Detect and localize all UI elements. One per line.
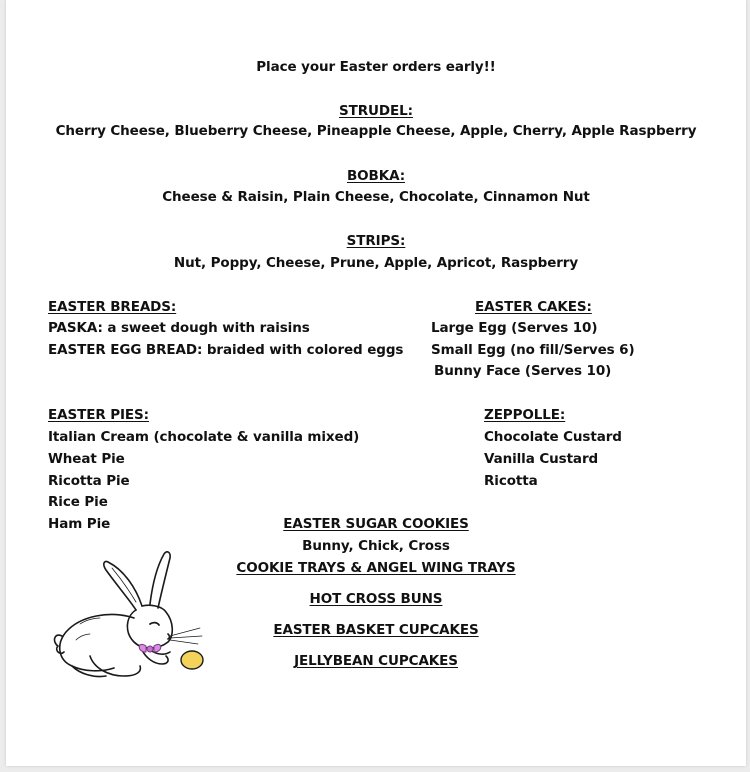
strips-heading: STRIPS:	[346, 233, 406, 249]
easter-cakes-heading: EASTER CAKES:	[475, 299, 592, 315]
zeppolle-item: Ricotta	[484, 473, 538, 489]
easter-breads-heading: EASTER BREADS:	[48, 299, 177, 315]
strips-items: Nut, Poppy, Cheese, Prune, Apple, Apricot, Raspberry	[173, 255, 579, 271]
easter-pies-item: Ham Pie	[48, 516, 111, 532]
bow-icon	[139, 644, 161, 652]
easter-cakes-item: Small Egg (no fill/Serves 6)	[431, 342, 635, 358]
strudel-items: Cherry Cheese, Blueberry Cheese, Pineapple Cheese, Apple, Cherry, Apple Raspberry	[55, 123, 697, 139]
easter-breads-item: PASKA: a sweet dough with raisins	[48, 320, 310, 336]
zeppolle-item: Chocolate Custard	[484, 429, 622, 445]
jellybean-cupcakes: JELLYBEAN CUPCAKES	[294, 653, 458, 669]
strudel-heading: STRUDEL:	[339, 103, 413, 119]
hot-cross-buns: HOT CROSS BUNS	[309, 591, 443, 607]
easter-pies-heading: EASTER PIES:	[48, 407, 149, 423]
zeppolle-item: Vanilla Custard	[484, 451, 599, 467]
easter-pies-item: Wheat Pie	[48, 451, 125, 467]
sugar-cookies-items: Bunny, Chick, Cross	[302, 538, 450, 554]
cookie-trays: COOKIE TRAYS & ANGEL WING TRAYS	[236, 560, 516, 576]
sugar-cookies-heading: EASTER SUGAR COOKIES	[283, 516, 469, 532]
bobka-heading: BOBKA:	[346, 168, 405, 184]
egg-icon	[181, 651, 203, 669]
bunny-illustration	[50, 548, 220, 680]
easter-cakes-item: Bunny Face (Serves 10)	[434, 363, 612, 379]
flyer-page	[6, 0, 746, 766]
easter-pies-item: Ricotta Pie	[48, 473, 130, 489]
zeppolle-heading: ZEPPOLLE:	[484, 407, 566, 423]
easter-breads-item: EASTER EGG BREAD: braided with colored eggs	[48, 342, 404, 358]
easter-pies-item: Rice Pie	[48, 494, 108, 510]
headline: Place your Easter orders early!!	[256, 59, 496, 75]
basket-cupcakes: EASTER BASKET CUPCAKES	[273, 622, 479, 638]
bobka-items: Cheese & Raisin, Plain Cheese, Chocolate, Cinnamon Nut	[162, 189, 590, 205]
easter-pies-item: Italian Cream (chocolate & vanilla mixed)	[48, 429, 360, 445]
easter-cakes-item: Large Egg (Serves 10)	[431, 320, 598, 336]
